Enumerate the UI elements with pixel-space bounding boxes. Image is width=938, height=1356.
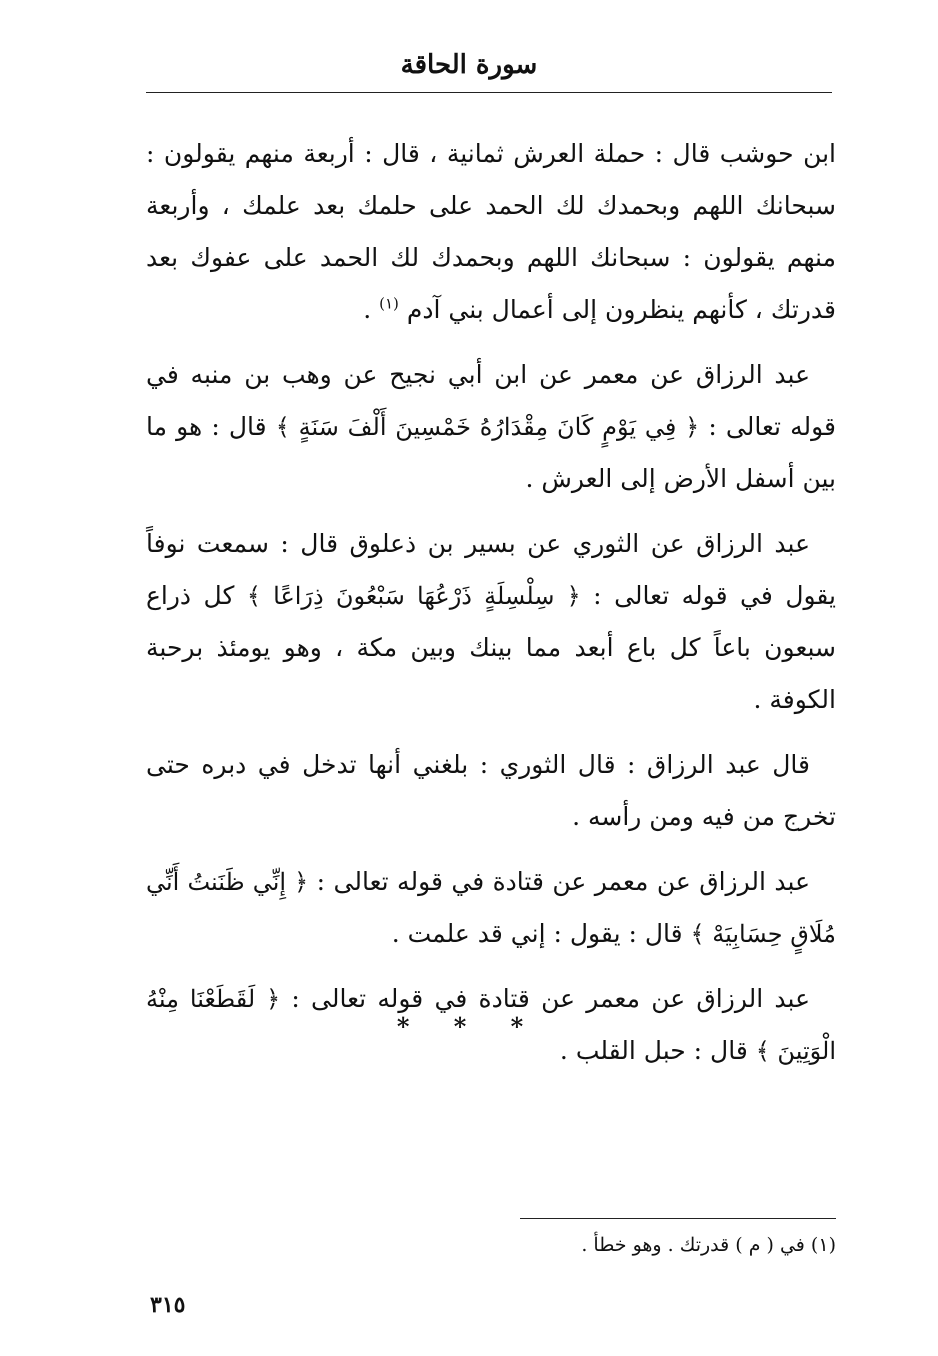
paragraph-2: [146, 349, 836, 505]
quran-verse: ﴿ لَقَطَعْنَا مِنْهُ الْوَتِينَ ﴾: [146, 985, 836, 1065]
footnote-divider: [520, 1218, 836, 1219]
footnote: (١) في ( م ) قدرتك . وهو خطأ .: [581, 1234, 836, 1256]
paragraph-text-end: قال : هو ما بين أسفل الأرض إلى العرش .: [146, 412, 836, 493]
paragraph-text: عبد الرزاق عن معمر عن قتادة في قوله تعالى :: [308, 867, 810, 896]
paragraph-text-end: قال : يقول : إني قد علمت .: [391, 919, 691, 948]
paragraph-text: ابن حوشب قال : حملة العرش ثمانية ، قال : أربعة منهم يقولون : سبحانك اللهم وبحمدك لك الحمد على حلمك بعد علمك ، وأربعة منهم يقولون : سبحانك اللهم وبحمدك لك الحمد على عفوك بعد قدرتك ، كأنهم ينظرون إلى أعمال بني آدم: [146, 139, 836, 324]
section-separator: * * *: [396, 1012, 542, 1041]
paragraph-text: قال عبد الرزاق : قال الثوري : بلغني أنها تدخل في دبره حتى تخرج من فيه ومن رأسه .: [146, 750, 836, 831]
paragraph-text: عبد الرزاق عن معمر عن ابن أبي نجيح عن وهب بن منبه في قوله تعالى :: [146, 360, 836, 441]
quran-verse: ﴿ إِنِّي ظَنَنتُ أَنِّي مُلَاقٍ حِسَابِيَهْ ﴾: [146, 868, 836, 948]
paragraph-3: [146, 518, 836, 726]
quran-verse: ﴿ فِي يَوْمٍ كَانَ مِقْدَارُهُ خَمْسِينَ أَلْفَ سَنَةٍ ﴾: [275, 413, 700, 441]
paragraph-5: [146, 856, 836, 960]
paragraph-text: عبد الرزاق عن معمر عن قتادة في قوله تعالى :: [280, 984, 810, 1013]
paragraph-text: عبد الرزاق عن الثوري عن بسير بن ذعلوق قال : سمعت نوفاً يقول في قوله تعالى :: [146, 529, 836, 610]
page-number: ٣١٥: [150, 1292, 186, 1318]
paragraph-text-end: كل ذراع سبعون باعاً كل باع أبعد مما بينك وبين مكة ، وهو يومئذ برحبة الكوفة .: [146, 581, 836, 714]
paragraph-4: [146, 739, 836, 843]
footnote-reference: (١): [379, 294, 399, 313]
running-header-title: سورة الحاقة: [400, 50, 538, 80]
paragraph-text-end: .: [363, 295, 380, 324]
main-text: [146, 128, 836, 1090]
header-divider: [146, 92, 832, 93]
quran-verse: ﴿ سِلْسِلَةٍ ذَرْعُهَا سَبْعُونَ ذِرَاعًا ﴾: [246, 582, 581, 610]
paragraph-text-end: قال : حبل القلب .: [559, 1036, 756, 1065]
paragraph-1: [146, 128, 836, 336]
